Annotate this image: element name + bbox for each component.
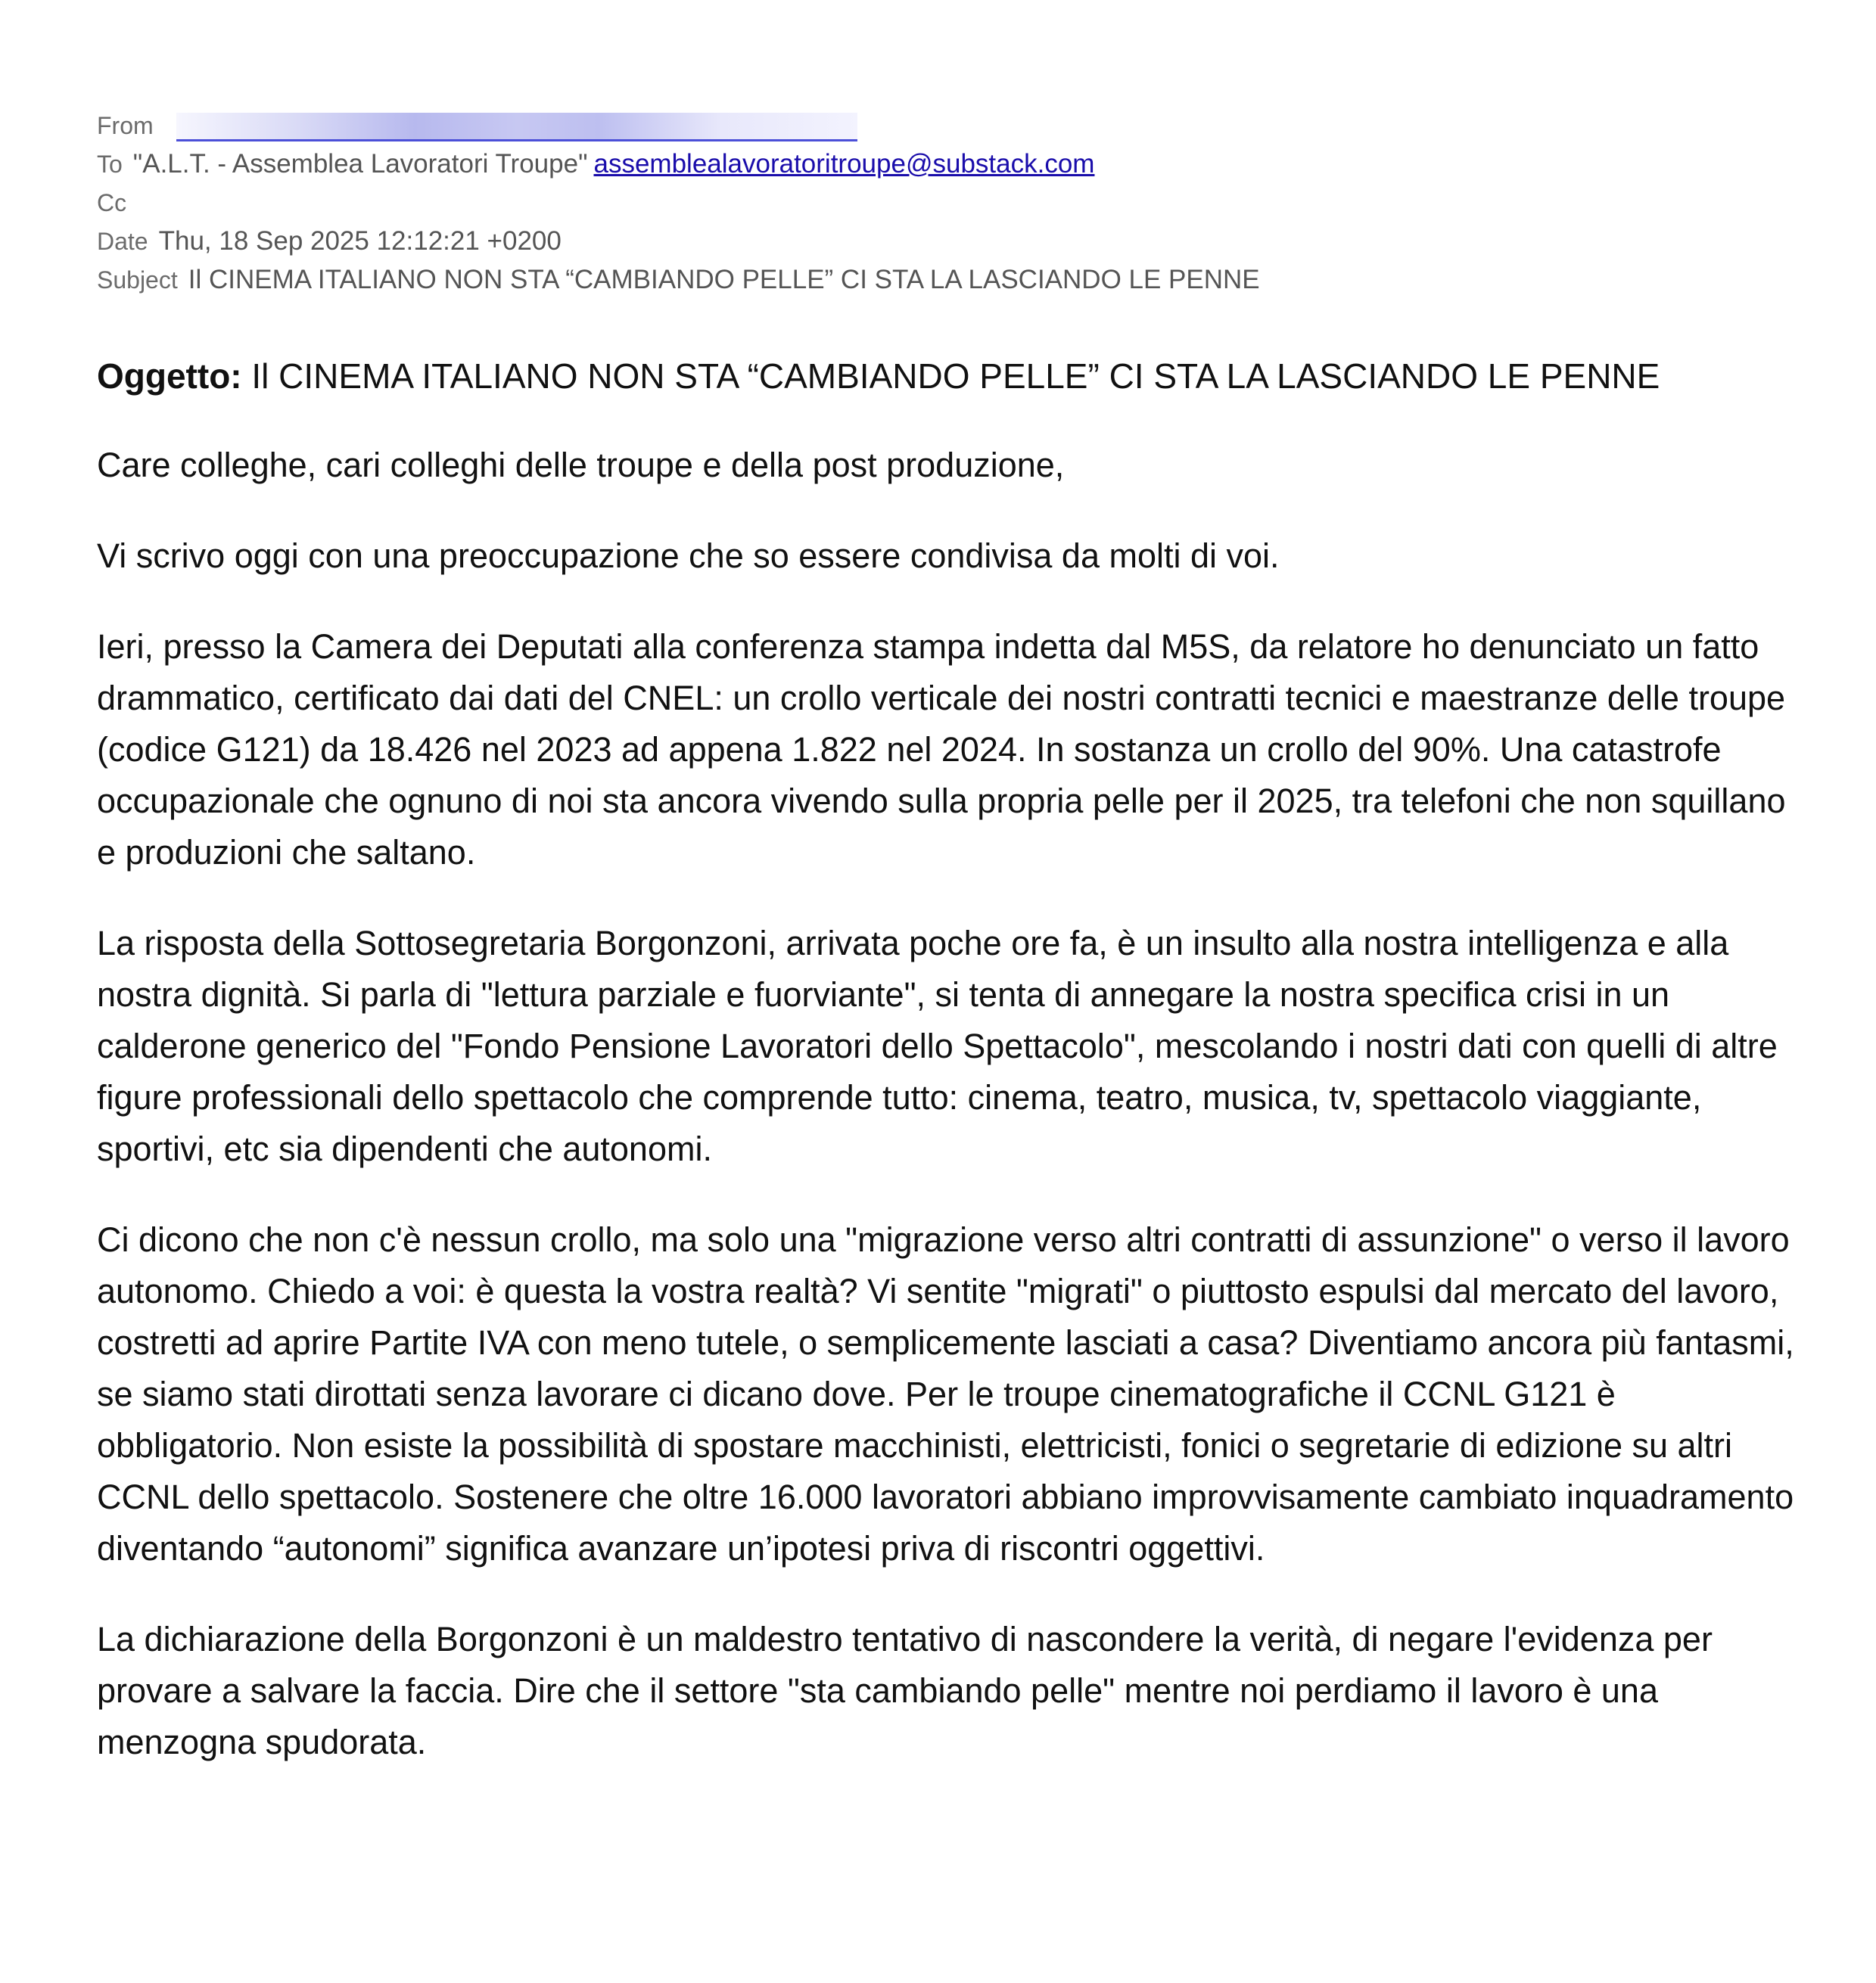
paragraph-conference: Ieri, presso la Camera dei Deputati alla conferenza stampa indetta dal M5S, da relatore ho denunciato un fatto drammatico, certificato dai dati del CNEL: un crollo verticale dei nostri contratti tecnici e maestranze delle troupe (codice G121) da 18.426 nel 2023 ad appena 1.822 nel 2024. In sostanza un crollo del 90%. Una catastrofe occupazionale che ognuno di noi sta ancora vivendo sulla propria pelle per il 2025, tra telefoni che non squillano e produzioni che saltano. <box>97 627 1786 872</box>
to-row <box>97 145 1800 183</box>
paragraph-declaration: La dichiarazione della Borgonzoni è un maldestro tentativo di nascondere la verità, di negare l'evidenza per provare a salvare la faccia. Dire che il settore "sta cambiando pelle" mentre noi perdiamo il lavoro è una menzogna spudorata. <box>97 1620 1713 1761</box>
paragraph-response: La risposta della Sottosegretaria Borgonzoni, arrivata poche ore fa, è un insulto alla nostra intelligenza e alla nostra dignità. Si parla di "lettura parziale e fuorviante", si tenta di annegare la nostra specifica crisi in un calderone generico del "Fondo Pensione Lavoratori dello Spettacolo", mescolando i nostri dati con quelli di altre figure professionali dello spettacolo che comprende tutto: cinema, teatro, musica, tv, spettacolo viaggiante, sportivi, etc sia dipendenti che autonomi. <box>97 924 1778 1168</box>
paragraph-migration: Ci dicono che non c'è nessun crollo, ma solo una "migrazione verso altri contratti di assunzione" o verso il lavoro autonomo. Chiedo a voi: è questa la vostra realtà? Vi sentite "migrati" o piuttosto espulsi dal mercato del lavoro, costretti ad aprire Partite IVA con meno tutele, o semplicemente lasciati a casa? Diventiamo ancora più fantasmi, se siamo stati dirottati senza lavorare ci dicano dove. Per le troupe cinematografiche il CCNL G121 è obbligatorio. Non esiste la possibilità di spostare macchinisti, elettricisti, fonici o segretarie di edizione su altri CCNL dello spettacolo. Sostenere che oltre 16.000 lavoratori abbiano improvvisamente cambiato inquadramento diventando “autonomi” significa avanzare un’ipotesi priva di riscontri oggettivi. <box>97 1220 1794 1568</box>
to-email-link[interactable]: assemblealavoratoritroupe@substack.com <box>593 149 1095 179</box>
subject-label: Subject <box>97 266 178 294</box>
redacted-sender <box>176 113 857 141</box>
paragraph-greeting: Care colleghe, cari colleghi delle troupe e della post produzione, <box>97 446 1065 484</box>
cc-row <box>97 183 1800 222</box>
to-label: To <box>97 151 123 178</box>
date-label: Date <box>97 228 148 255</box>
email-headers <box>97 106 1800 299</box>
subject-row <box>97 260 1800 299</box>
email-body <box>97 352 1800 1807</box>
date-value: Thu, 18 Sep 2025 12:12:21 +0200 <box>158 226 562 256</box>
body-subject <box>97 352 1800 400</box>
cc-label: Cc <box>97 189 127 216</box>
subject-value: Il CINEMA ITALIANO NON STA “CAMBIANDO PELLE” CI STA LA LASCIANDO LE PENNE <box>188 265 1260 294</box>
body-subject-text: Il CINEMA ITALIANO NON STA “CAMBIANDO PELLE” CI STA LA LASCIANDO LE PENNE <box>251 356 1660 396</box>
body-subject-label: Oggetto: <box>97 356 242 396</box>
date-row <box>97 222 1800 260</box>
to-name: "A.L.T. - Assemblea Lavoratori Troupe" <box>132 149 588 179</box>
from-row <box>97 106 1800 145</box>
from-label: From <box>97 112 154 139</box>
paragraph-intro: Vi scrivo oggi con una preoccupazione che so essere condivisa da molti di voi. <box>97 536 1280 575</box>
